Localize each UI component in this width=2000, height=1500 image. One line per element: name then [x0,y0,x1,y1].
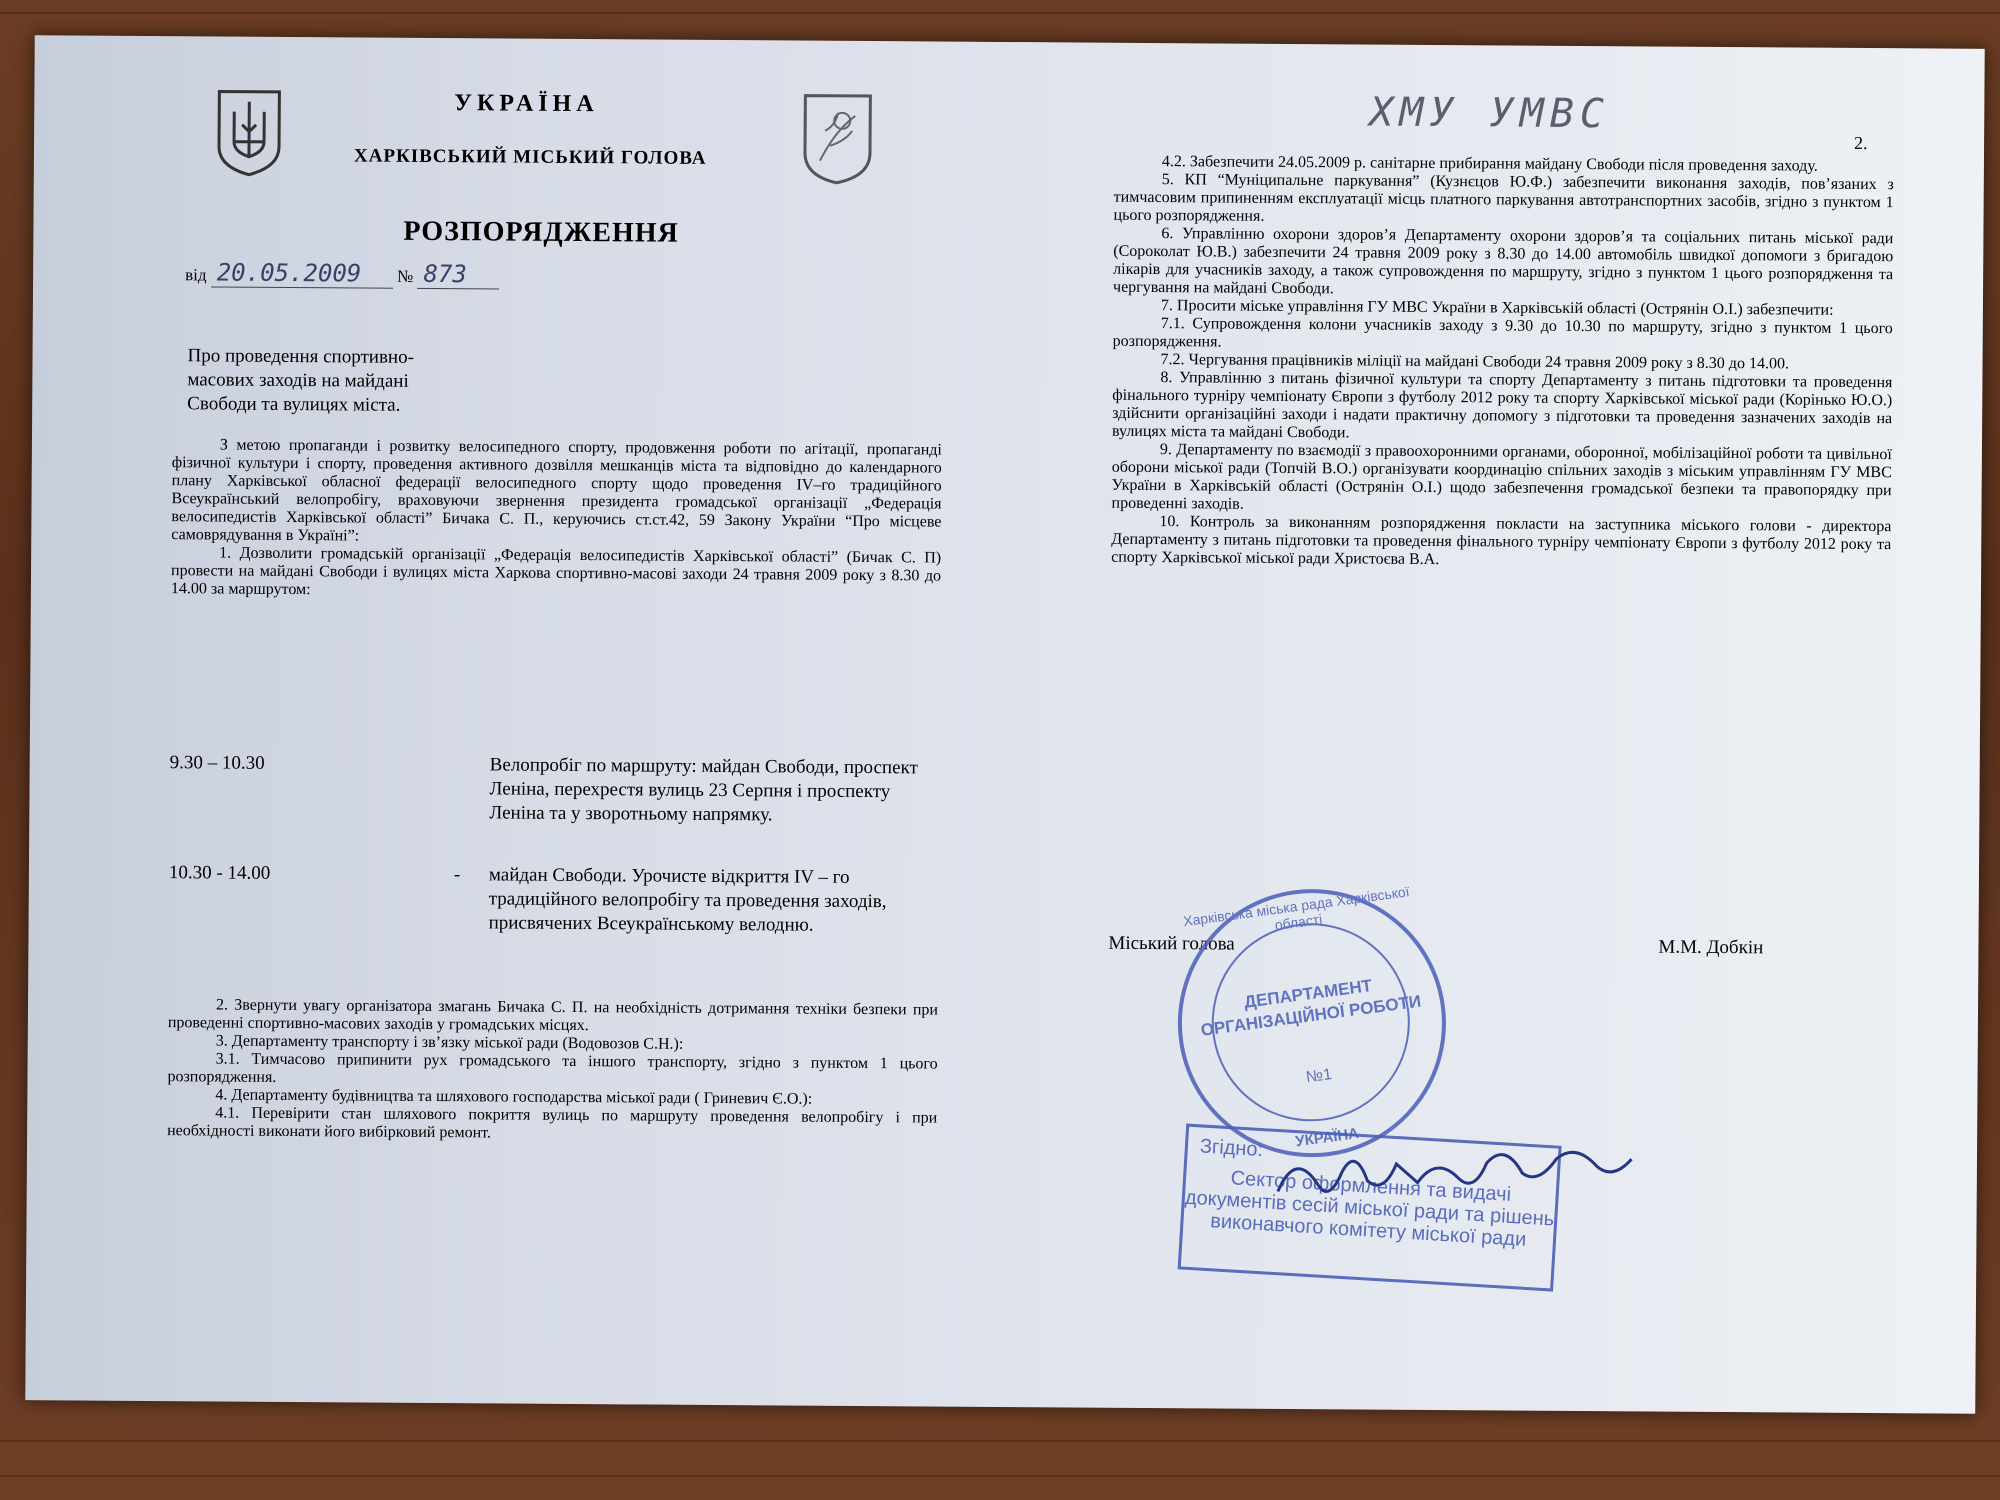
kharkiv-emblem-icon [800,91,876,187]
document-title: РОЗПОРЯДЖЕННЯ [403,215,679,249]
clause-7-paragraph: 7. Просити міське управління ГУ МВС України в Харківській області (Острянін О.І.) забезпечити: [1160,297,1834,319]
ukraine-trident-icon [214,86,285,176]
wood-grain [0,1440,2000,1442]
clause-9-paragraph: 9. Департаменту по взаємодії з правоохоронними органами, оборонної, мобілізаційної роботи та цивільної оборони міської ради (Топчій В.О.) організувати координацію спільних заходів з міським управлінням ГУ МВС України в Харківській області (Острянін О.І.) щодо забезпечення громадської безпеки та правопорядку при проведенні заходів. [1111,441,1892,513]
signatory-name: М.М. Добкін [1658,936,1764,959]
clause-7-1-paragraph: 7.1. Супровождення колони учасників заходу з 9.30 до 10.30 по маршруту, згідно з пунктом 1 цього розпорядження. [1112,315,1893,351]
schedule-time: 10.30 - 14.00 [168,862,271,884]
handwritten-note: ХМУ УМВС [1369,89,1611,138]
wood-grain [0,1475,2000,1477]
clause-5-paragraph: 5. КП “Муніципальне паркування” (Кузнєцов Ю.Ф.) забезпечити виконання заходів, пов’язаних з тимчасовим припиненням експлуатації місць платного паркування автотранспортних засобів, згідно з пунктом 1 цього розпорядження. [1113,171,1894,225]
seal-number: №1 [1304,1066,1334,1087]
schedule-row [169,751,930,826]
date-prefix: від [185,265,207,285]
number-prefix: № [396,266,414,286]
authority-heading: ХАРКІВСЬКИЙ МІСЬКИЙ ГОЛОВА [353,145,707,169]
left-column-body [171,436,942,603]
clause-6-paragraph: 6. Управлінню охорони здоров’я Департаменту охорони здоров’я та соціальних питань міської ради (Сороколат Ю.В.) забезпечити 24 травня 2009 року з 8.30 до 14.00 автомобіль швидкої допомоги з бригадою лікарів для учасників заходу, а також супровождення по маршруту, згідно з пунктом 1 цього розпорядження та чергування на майдані Свободи. [1112,225,1894,298]
schedule-dash: - [453,864,461,886]
clause-4-1-paragraph: 4.1. Перевірити стан шляхового покриття вулиць по маршруту проведення велопробігу і при необхідності виконати його вибірковий ремонт. [167,1104,938,1142]
clause-7-2-paragraph: 7.2. Чергування працівників міліції на майдані Свободи 24 травня 2009 року з 8.30 до 14.00. [1160,351,1790,373]
schedule-description: майдан Свободи. Урочисте відкриття IV – го традиційного велопробігу та проведення заходів, присвячених Всеукраїнському велодню. [488,864,887,936]
order-subject: Про проведення спортивно-масових заходів на майдані Свободи та вулицях міста. [187,345,415,416]
schedule-description: Велопробіг по маршруту: майдан Свободи, проспект Леніна, перехрестя вулиць 23 Серпня і проспекту Леніна та у зворотньому напрямку. [489,754,918,826]
signatory-title: Міський голова [1108,932,1235,955]
schedule-row [168,861,929,936]
document-sheet [25,35,1984,1414]
clause-3-1-paragraph: 3.1. Тимчасово припинити рух громадського та іншого транспорту, згідно з пунктом 1 цього розпорядження. [167,1050,938,1086]
date-number-line [185,258,500,289]
approval-stamp-text: Сектор оформлення та видачі документів сесій міської ради та рішень виконавчого комітету міської ради [1184,1167,1555,1251]
country-heading: УКРАЇНА [454,90,599,118]
clause-4-2-paragraph: 4.2. Забезпечити 24.05.2009 р. санітарне прибирання майдану Свободи після проведення заходу. [1161,153,1818,175]
clause-1-paragraph: 1. Дозволити громадській організації „Федерація велосипедистів Харківської області” (Бичак С. П) провести на майдані Свободи і вулицях міста Харкова спортивно-масові заходи 24 травня 2009 року з 8.30 до 14.00 за маршрутом: [170,544,942,599]
handwritten-number: 873 [423,259,467,289]
left-column-body-continued [167,996,938,1145]
right-column-body [1111,153,1894,572]
clause-4-paragraph: 4. Департаменту будівництва та шляхового господарства міської ради ( Гриневич Є.О.): [215,1086,813,1108]
page-number: 2. [1854,132,1868,154]
handwritten-date: 20.05.2009 [216,258,362,288]
clause-2-paragraph: 2. Звернути увагу організатора змагань Бичака С. П. на необхідність дотримання техніки безпеки при проведенні спортивно-масових заходів у громадських місцях. [167,996,939,1035]
clause-3-paragraph: 3. Департаменту транспорту і зв’язку міської ради (Водовозов С.Н.): [215,1032,684,1053]
seal-ring-text: Харківська міська рада Харківської області [1182,883,1411,934]
preamble-paragraph: З метою пропаганди і розвитку велосипедного спорту, продовження роботи по агітації, пропаганді фізичної культури і спорту, проведення активного дозвілля мешканців міста та відповідно до календарного плану Харківської обласної федерації велосипедного спорту щодо проведення IV–го традиційного Всеукраїнський велопробігу, враховуючи звернення президента громадської організації „Федерація велосипедистів Харківської області” Бичака С. П., керуючись ст.ст.42, 59 Закону України “Про місцеве самоврядування в Україні”: [171,436,942,545]
wood-grain [0,12,2000,14]
seal-center-text: ДЕПАРТАМЕНТ ОРГАНІЗАЦІЙНОЇ РОБОТИ [1199,975,1423,1040]
clause-10-paragraph: 10. Контроль за виконанням розпорядження покласти на заступника міського голови - директора Департаменту з питань підготовки та проведення фінального турніру чемпіонату Європи з футболу 2012 року та спорту Харківської міської ради Христоєва В.А. [1111,513,1892,569]
schedule-time: 9.30 – 10.30 [169,752,265,774]
approval-stamp-label: Згідно: [1199,1135,1264,1162]
seal-bottom-text: УКРАЇНА [1294,1124,1360,1151]
clause-8-paragraph: 8. Управлінню з питань фізичної культури та спорту Департаменту з питань підготовки та проведення фінального турніру чемпіонату Європи з футболу 2012 року та спорту Харківської міської ради (Корінько Ю.О.) здійснити організаційні заходи і надати практичну допомогу з підготовки та проведення зазначених заходів на вулицях міста та майдані Свободи. [1111,369,1893,442]
